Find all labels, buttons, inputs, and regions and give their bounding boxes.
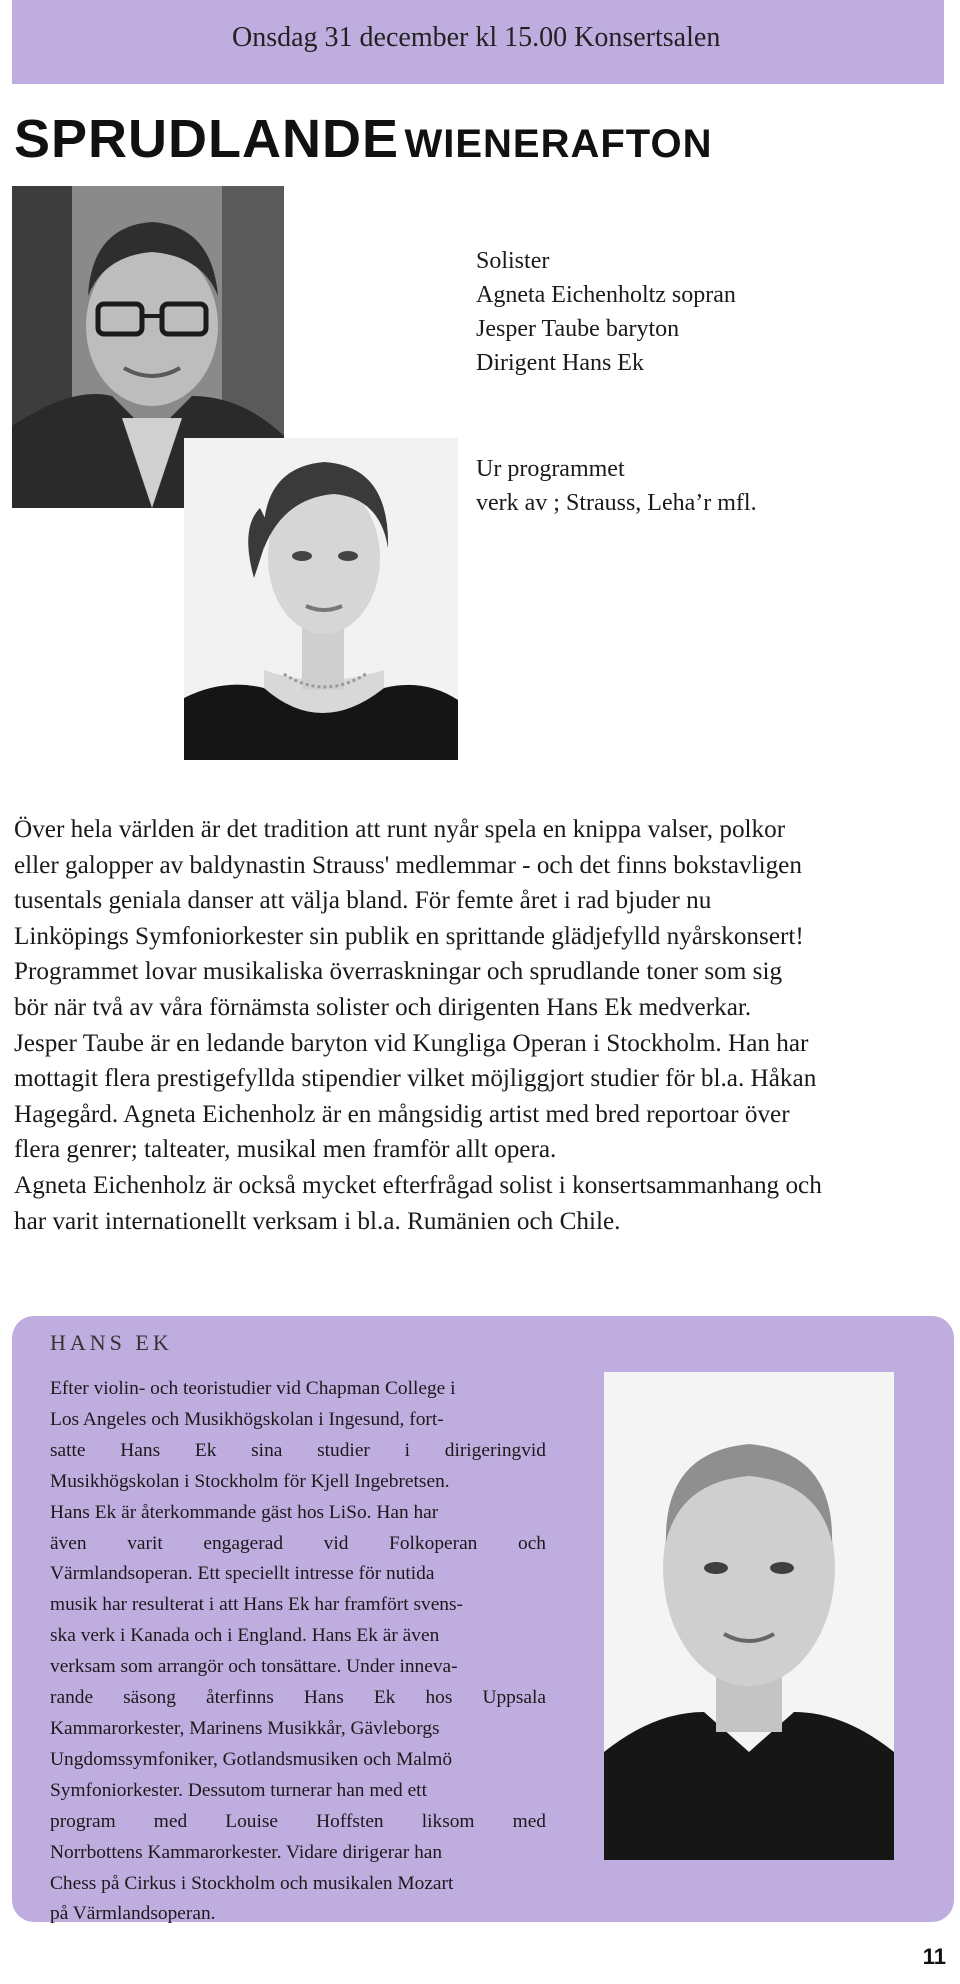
body-line: Agneta Eichenholz är också mycket efterfrågad solist i konsertsammanhang och — [14, 1171, 822, 1199]
soloist-soprano: Agneta Eichenholtz sopran — [476, 282, 736, 308]
page-title — [14, 108, 713, 170]
bio-line: program med Louise Hoffsten liksom med — [50, 1810, 546, 1832]
bio-line: Musikhögskolan i Stockholm för Kjell Ingebretsen. — [50, 1470, 450, 1492]
body-line: Programmet lovar musikaliska överraskningar och sprudlande toner som sig — [14, 958, 783, 986]
soloists-heading: Solister — [476, 248, 550, 274]
bio-heading: HANS EK — [50, 1330, 173, 1355]
soloists-block — [476, 244, 736, 380]
body-line: bör när två av våra förnämsta solister och dirigenten Hans Ek medverkar. — [14, 993, 752, 1021]
event-info: Onsdag 31 december kl 15.00 Konsertsalen — [232, 22, 721, 53]
body-line: eller galopper av baldynastin Strauss' medlemmar - och det finns bokstavligen — [14, 851, 802, 879]
body-line: mottagit flera prestigefyllda stipendier vilket möjliggjort studier för bl.a. Håkan — [14, 1065, 817, 1093]
bio-line: Chess på Cirkus i Stockholm och musikalen Mozart — [50, 1872, 454, 1894]
page-number: 11 — [922, 1944, 946, 1969]
bio-line: Symfoniorkester. Dessutom turnerar han med ett — [50, 1779, 427, 1801]
bio-line: även varit engagerad vid Folkoperan och — [50, 1532, 546, 1554]
body-line: tusentals geniala danser att välja bland. För femte året i rad bjuder nu — [14, 887, 712, 915]
program-works: verk av ; Strauss, Leha’r mfl. — [476, 490, 757, 516]
body-line: Över hela världen är det tradition att runt nyår spela en knippa valser, polkor — [14, 816, 786, 843]
body-line: Linköpings Symfoniorkester sin publik en sprittande glädjefylld nyårskonsert! — [14, 922, 804, 950]
title-part-1: SPRUDLANDE — [14, 109, 400, 169]
soloist-baritone: Jesper Taube baryton — [476, 316, 680, 342]
bio-line: Värmlandsoperan. Ett speciellt intresse för nutida — [50, 1563, 435, 1585]
program-heading: Ur programmet — [476, 456, 625, 482]
program-block — [476, 452, 757, 520]
bio-line: Efter violin- och teoristudier vid Chapman College i — [50, 1378, 456, 1399]
bio-line: musik har resulterat i att Hans Ek har framfört svens- — [50, 1594, 463, 1616]
bio-text — [50, 1374, 546, 1930]
body-line: Jesper Taube är en ledande baryton vid Kungliga Operan i Stockholm. Han har — [14, 1029, 809, 1057]
title-part-2: WIENERAFTON — [404, 122, 713, 166]
bio-line: Norrbottens Kammarorkester. Vidare dirigerar han — [50, 1841, 443, 1863]
body-line: Hagegård. Agneta Eichenholz är en mångsidig artist med bred reportoar över — [14, 1100, 790, 1128]
bio-line: Los Angeles och Musikhögskolan i Ingesund, fort- — [50, 1408, 444, 1430]
body-line: har varit internationellt verksam i bl.a. Rumänien och Chile. — [14, 1207, 621, 1235]
photo-agneta-eichenholz — [184, 438, 458, 760]
body-line: flera genrer; talteater, musikal men framför allt opera. — [14, 1136, 557, 1164]
conductor: Dirigent Hans Ek — [476, 350, 644, 376]
bio-line: Kammarorkester, Marinens Musikkår, Gävleborgs — [50, 1717, 440, 1739]
bio-line: Ungdomssymfoniker, Gotlandsmusiken och Malmö — [50, 1748, 453, 1770]
concert-description — [14, 812, 944, 1239]
bio-line: ska verk i Kanada och i England. Hans Ek är även — [50, 1625, 440, 1647]
photo-hans-ek — [604, 1372, 894, 1860]
bio-line: på Värmlandsoperan. — [50, 1903, 216, 1925]
bio-line: verksam som arrangör och tonsättare. Under inneva- — [50, 1656, 458, 1678]
bio-line: rande säsong återfinns Hans Ek hos Uppsala — [50, 1687, 546, 1709]
bio-line: satte Hans Ek sina studier i dirigeringvid — [50, 1439, 546, 1461]
bio-line: Hans Ek är återkommande gäst hos LiSo. Han har — [50, 1501, 439, 1523]
